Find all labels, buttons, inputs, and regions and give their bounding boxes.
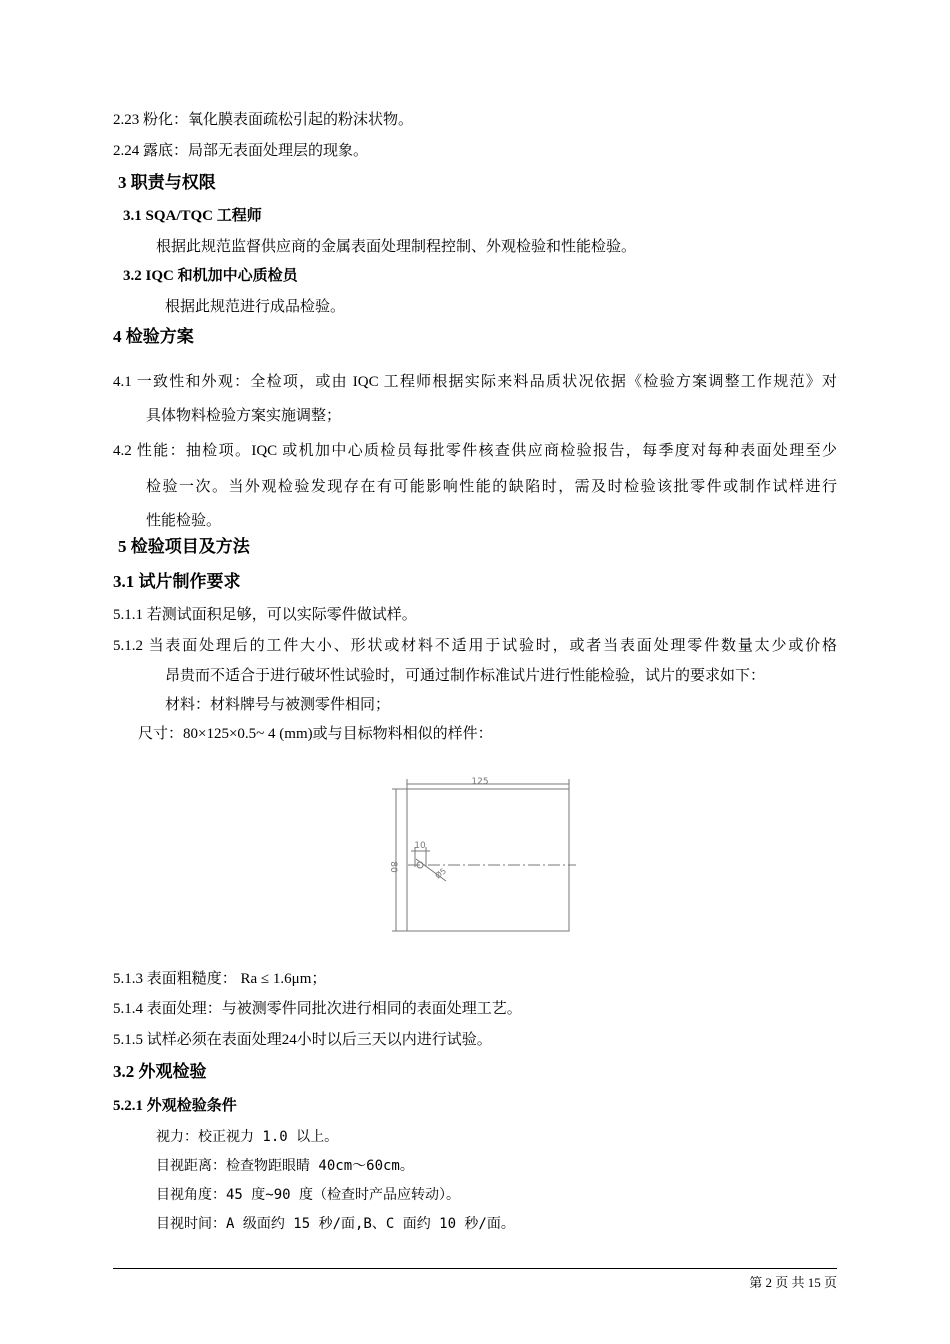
doc-line: 2.23 粉化：氧化膜表面疏松引起的粉沫状物。	[113, 112, 414, 128]
condition-line: 目视时间：A 级面约 15 秒/面,B、C 面约 10 秒/面。	[156, 1216, 515, 1232]
section-heading: 4 检验方案	[113, 327, 194, 346]
section-heading: 5 检验项目及方法	[118, 537, 250, 556]
specimen-drawing	[380, 775, 580, 935]
dim-hole-label: Ø5	[433, 866, 449, 881]
doc-line: 2.24 露底：局部无表面处理层的现象。	[113, 143, 369, 159]
doc-line: 根据此规范进行成品检验。	[165, 299, 346, 315]
subsection-heading: 3.1 试片制作要求	[113, 572, 241, 591]
condition-line: 目视距离：检查物距眼睛 40cm～60cm。	[156, 1158, 414, 1174]
doc-line: 材料：材料牌号与被测零件相同；	[165, 697, 391, 713]
doc-line: 4.2 性能：抽检项。IQC 或机加中心质检员每批零件核查供应商检验报告，每季度对每种表面处理至少	[113, 443, 837, 459]
footer-divider	[113, 1268, 837, 1269]
subsection-heading: 5.2.1 外观检验条件	[113, 1098, 237, 1114]
doc-line: 性能检验。	[146, 513, 222, 529]
subsection-heading: 3.1 SQA/TQC 工程师	[123, 208, 262, 224]
doc-line: 5.1.3 表面粗糙度： Ra ≤ 1.6μm；	[113, 971, 327, 987]
doc-line: 具体物料检验方案实施调整；	[146, 408, 342, 424]
doc-line: 5.1.5 试样必须在表面处理24小时以后三天以内进行试验。	[113, 1032, 492, 1048]
subsection-heading: 3.2 外观检验	[113, 1062, 207, 1081]
doc-line: 根据此规范监督供应商的金属表面处理制程控制、外观检验和性能检验。	[156, 239, 637, 255]
doc-line: 5.1.1 若测试面积足够，可以实际零件做试样。	[113, 607, 417, 623]
dim-height-label: 80	[388, 861, 398, 873]
doc-line: 4.1 一致性和外观：全检项，或由 IQC 工程师根据实际来料品质状况依据《检验方案调整工作规范》对	[113, 374, 837, 390]
condition-line: 视力：校正视力 1.0 以上。	[156, 1129, 339, 1145]
doc-line: 昂贵而不适合于进行破坏性试验时，可通过制作标准试片进行性能检验，试片的要求如下：	[165, 668, 766, 684]
doc-line: 5.1.2 当表面处理后的工件大小、形状或材料不适用于试验时，或者当表面处理零件数量太少或价格	[113, 638, 837, 654]
dim-offset-label: 10	[414, 841, 426, 851]
condition-line: 目视角度：45 度~90 度（检查时产品应转动）。	[156, 1187, 460, 1203]
section-heading: 3 职责与权限	[118, 173, 216, 192]
page-number: 第 2 页 共 15 页	[749, 1275, 837, 1290]
doc-line: 5.1.4 表面处理：与被测零件同批次进行相同的表面处理工艺。	[113, 1001, 522, 1017]
dim-width-label: 125	[471, 777, 489, 787]
doc-line: 检验一次。当外观检验发现存在有可能影响性能的缺陷时，需及时检验该批零件或制作试样进行	[146, 479, 837, 495]
doc-line: 尺寸：80×125×0.5~ 4 (mm)或与目标物料相似的样件：	[138, 726, 493, 742]
subsection-heading: 3.2 IQC 和机加中心质检员	[123, 268, 298, 284]
